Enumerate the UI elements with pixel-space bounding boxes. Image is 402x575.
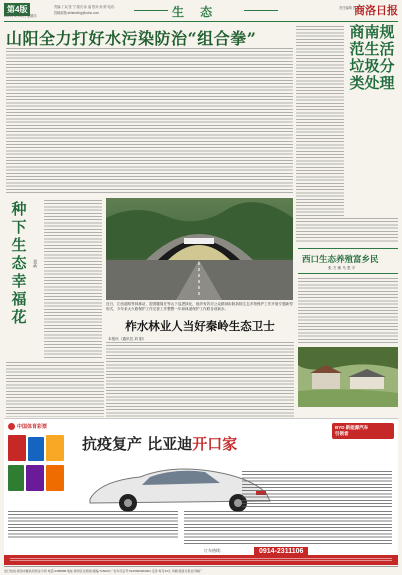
lottery-logo-icon [8,423,15,430]
advertisement [4,418,398,565]
edition-date: 2021年4月22日 星期四 [4,14,37,18]
xikou-article-author: 张 方 敏 马 思 平 [328,266,356,270]
side-article-body-continued [296,218,398,242]
main-article-body [6,48,293,194]
header-info: 责编:丁双 张 宁 版式:孙 晶 校对:孙 婷 电话: [54,5,115,9]
ad-dealer-info [184,511,392,545]
section-rule-left [134,10,168,11]
editor-meta: 责任编辑 晋 敏 [339,6,360,10]
photo-caption [106,302,293,311]
tunnel-photo [106,198,293,300]
lottery-brand [8,423,47,430]
ad-slogan-part-b: 比亚迪 [147,435,193,453]
phone-number: 0914-2311106 [254,547,308,556]
ad-disclaimer [8,511,178,539]
vertical-article-author: 刘 菡 [33,259,37,269]
masthead: 商洛日报 [354,4,398,17]
car-brand-sub: 引领者 [335,431,349,436]
ad-footer-text [10,558,392,562]
ad-slogan-part-a: 抗疫复产 [82,435,143,453]
farm-photo [298,347,398,407]
vertical-article-body [44,200,102,360]
ad-slogan [82,433,237,454]
ranger-article-headline: 柞水林业人当好秦岭生态卫士 [125,319,275,333]
ad-slogan-part-c: 开口家 [192,435,238,453]
xikou-article-title: 西口生态养殖富乡民 [302,255,379,265]
byd-logo [332,423,394,439]
ranger-article-body [106,342,294,418]
page-footer: 发行热线:商洛市邮政局营业分局 电话:2385888 地址:商州区北新街 邮编:726000 广告许可证号:6125000000002 定价:每月33元 印刷:商洛日报社印刷厂 [4,566,398,574]
xikou-article-header [298,248,398,274]
photo-caption-text: 近日，江西道路等林林站，提着腰筒在等山下巡逻绿化，组织有效对公众精神拆除拆除生态多物保护工作开展专题新型形式，今年来大火路保护工作完善工作整整一年和林道保护工作联各项新步。 [106,302,293,311]
side-article-body [296,26,344,216]
vertical-article-title: 种下生态幸福花 [11,200,27,326]
car-brand: BYD 新能源汽车 [335,425,369,430]
ranger-article-byline: 本报讯（通讯员 刘 娟） [108,337,147,341]
header-email: 投稿邮箱:shlsbzbhg@sohu.com [54,11,100,15]
lottery-brand-label: 中国体育彩票 [17,424,48,430]
header-rule [4,21,398,22]
ad-promo-text [242,471,392,507]
ad-footer-strip [4,555,398,565]
page-number: 第4版 [4,3,30,16]
vertical-article-body-continued [6,362,104,417]
tunnel-illustration [106,198,293,300]
phone-label: 订车热线： [204,548,224,553]
xikou-article-body [298,278,398,344]
side-article-title: 商南规范生活垃圾分类处理 [349,23,395,92]
farm-illustration [298,347,398,407]
section-rule-right [244,10,278,11]
main-headline: 山阳全力打好水污染防治“组合拳” [6,29,257,48]
section-name: 生 态 [172,5,219,19]
page-header [4,2,398,22]
lottery-products [8,435,66,495]
